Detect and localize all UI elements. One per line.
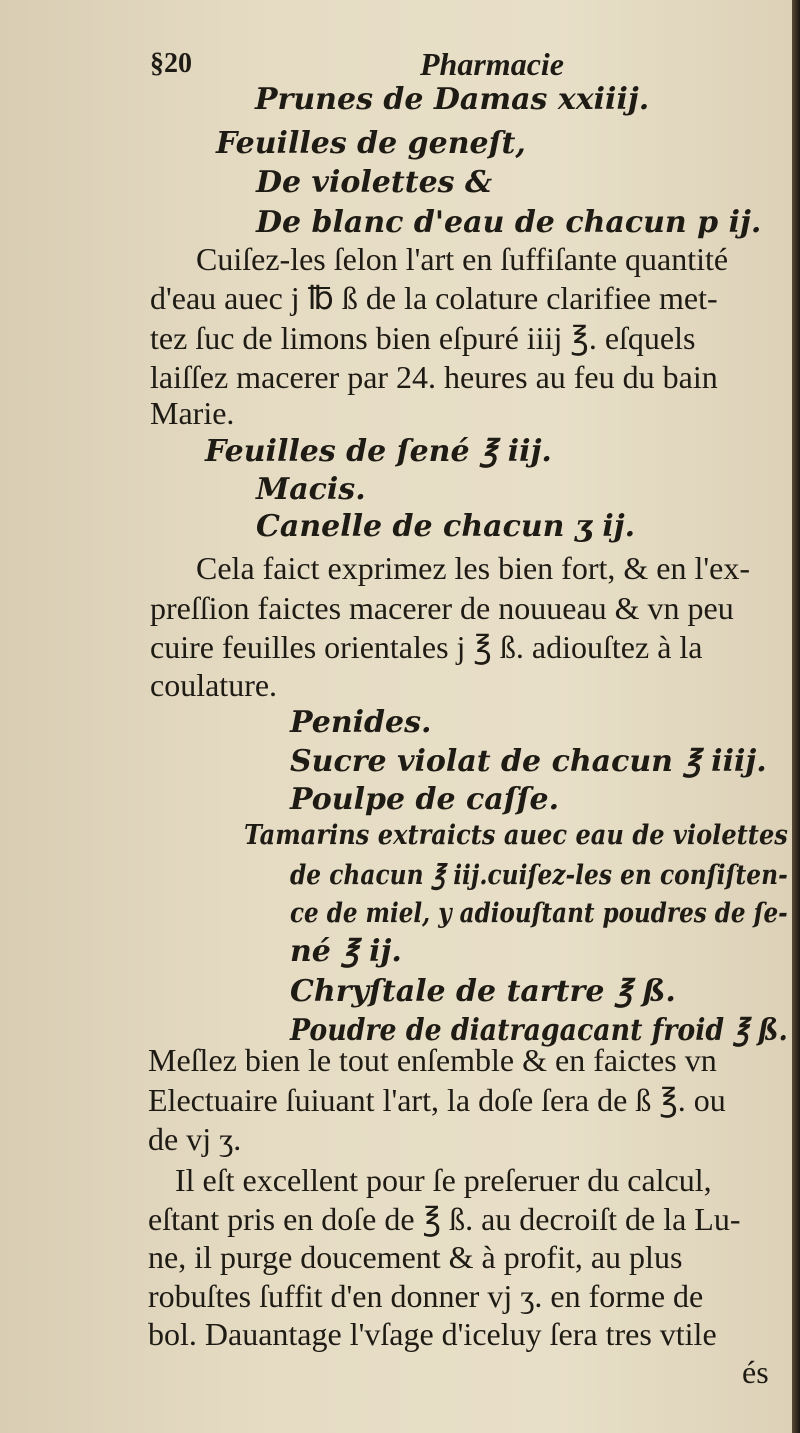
body-line: Cuiſez-les ſelon l'art en ſuffiſante quantité	[196, 241, 729, 277]
running-title: Pharmacie	[420, 46, 564, 82]
body-line: eſtant pris en doſe de ℥ ß. au decroiſt de la Lu-	[148, 1201, 741, 1237]
body-line: d'eau auec j ℔ ß de la colature clarifiee met-	[150, 280, 718, 316]
recipe-line: De blanc d'eau de chacun p ij.	[256, 205, 762, 240]
recipe-line: Macis.	[256, 472, 366, 507]
body-line: Electuaire ſuiuant l'art, la doſe ſera de ß ℥. ou	[148, 1082, 726, 1118]
recipe-line: Poudre de diatragacant froid ℥ ß.	[290, 1013, 788, 1048]
body-line: bol. Dauantage l'vſage d'iceluy ſera tres vtile	[148, 1316, 717, 1352]
body-line: laiſſez macerer par 24. heures au feu du bain	[150, 359, 718, 395]
body-line: Marie.	[150, 395, 235, 431]
page-number: §20	[150, 48, 192, 79]
recipe-line: Feuilles de geneſt,	[216, 126, 526, 161]
recipe-line: Prunes de Damas xxiiij.	[255, 82, 650, 117]
body-line: de vj ʒ.	[148, 1121, 242, 1157]
recipe-line: Sucre violat de chacun ℥ iiij.	[290, 744, 767, 779]
body-line: ne, il purge doucement & à profit, au plus	[148, 1239, 683, 1275]
recipe-line: Tamarins extraicts auec eau de violettes	[244, 820, 788, 851]
body-line: Il eſt excellent pour ſe preſeruer du calcul,	[175, 1162, 712, 1198]
recipe-line: De violettes &	[256, 165, 493, 200]
body-line: Cela faict exprimez les bien fort, & en l'ex-	[196, 550, 750, 586]
catchword: és	[742, 1354, 769, 1390]
body-line: cuire feuilles orientales j ℥ ß. adiouſtez à la	[150, 629, 703, 665]
body-line: robuſtes ſuffit d'en donner vj ʒ. en forme de	[148, 1278, 704, 1314]
body-line: Meſlez bien le tout enſemble & en faictes vn	[148, 1042, 717, 1078]
page-edge	[792, 0, 800, 1433]
recipe-line: Penides.	[290, 705, 432, 740]
recipe-line: Canelle de chacun ʒ ij.	[256, 509, 636, 544]
body-line: coulature.	[150, 667, 278, 703]
body-line: preſſion faictes macerer de nouueau & vn peu	[150, 590, 734, 626]
body-line: tez ſuc de limons bien eſpuré iiij ℥. eſquels	[150, 320, 696, 356]
recipe-line: Feuilles de ſené ℥ iij.	[205, 434, 552, 469]
recipe-line: de chacun ℥ iij.cuiſez-les en conſiſten-	[290, 860, 788, 891]
recipe-line: né ℥ ij.	[290, 934, 402, 969]
recipe-line: Chryſtale de tartre ℥ ß.	[290, 974, 676, 1009]
recipe-line: ce de miel, y adiouſtant poudres de ſe-	[290, 898, 788, 929]
recipe-line: Poulpe de caſſe.	[290, 782, 560, 817]
